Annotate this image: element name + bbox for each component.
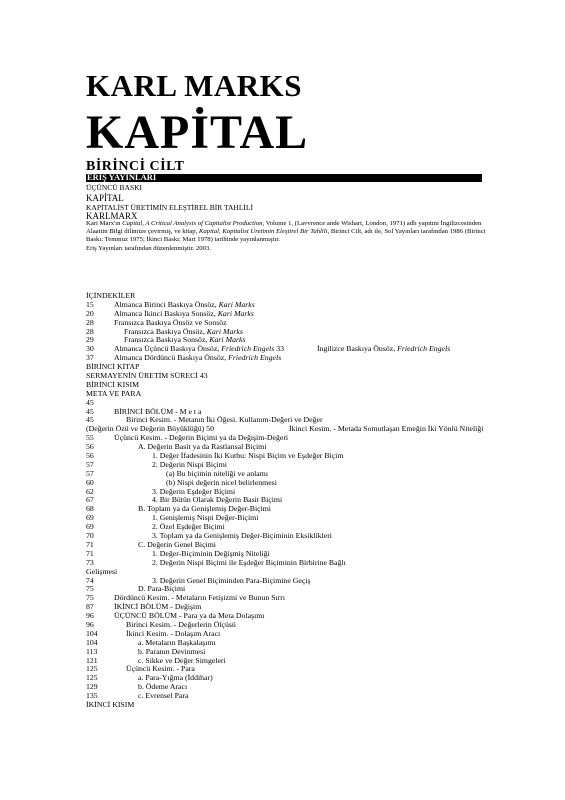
toc-page-number: 125: [86, 664, 98, 674]
toc-entry-title: ÜÇÜNCÜ BÖLÜM - Para ya da Meta Dolaşımı: [114, 611, 265, 621]
toc-entry-title: BİRİNCİ KISIM: [86, 379, 140, 389]
toc-entry-title: (Değerin Özü ve Değerin Büyüklüğü) 50: [86, 424, 214, 434]
toc-page-number: 45: [86, 406, 94, 416]
toc-page-number: 45: [86, 415, 94, 425]
toc-page-number: 73: [86, 557, 94, 567]
toc-entry-title: Almanca İkinci Baskıya Sonsöz,: [114, 308, 218, 318]
toc-entry-title: 3. Değerin Genel Biçiminden Para-Biçimine Geçiş: [152, 575, 311, 585]
toc-entry-second-author: Friedrich Engels: [397, 344, 451, 354]
author-heading: KARL MARKS: [86, 68, 302, 103]
note-original-title: Capital, A Critical Analysis of Capitalist Production,: [122, 220, 265, 227]
toc-entry-title: Üçüncü Kesim. - Değerin Biçimi ya da Değişim-Değeri: [114, 433, 289, 443]
toc-entry-title: 3. Toplam ya da Genişlemiş Değer-Biçiminin Eksiklikleri: [152, 531, 332, 541]
toc-entry-title: c. Evrensel Para: [138, 691, 189, 701]
toc-entry-author: Kari Marks: [206, 326, 243, 336]
toc-entry-title: 2. Özel Eşdeğer Biçimi: [152, 522, 225, 532]
toc-entry-title: İKİNCİ KISIM: [86, 699, 135, 709]
toc-row: [86, 505, 496, 514]
toc-entry-title: Fransızca Baskıya Önsöz ve Sonsöz: [114, 317, 227, 327]
toc-page-number: 56: [86, 442, 94, 452]
toc-page-number: 113: [86, 646, 98, 656]
toc-row: [86, 488, 496, 497]
toc-entry-title: b. Paranın Devinmesi: [138, 646, 206, 656]
toc-entry-title: Fransızca Baskıya Önsöz,: [124, 326, 207, 336]
toc-page-number: 129: [86, 682, 98, 692]
toc-entry-title: a. Para-Yığma (İddihar): [138, 673, 213, 683]
toc-page-number: 28: [86, 326, 94, 336]
toc-page-number: 30: [86, 344, 94, 354]
toc-page-number: 75: [86, 584, 94, 594]
toc-entry-title: 2. Değerin Nispi Biçimi ile Eşdeğer Biçiminin Birbirine Bağlı: [152, 557, 346, 567]
toc-entry-title: B. Toplam ya da Genişlemiş Değer-Biçimi: [138, 504, 271, 514]
toc-entry-title: Üçüncü Kesim. - Para: [126, 664, 195, 674]
toc-row: [86, 381, 496, 390]
toc-row: [86, 470, 496, 479]
toc-page-number: 69: [86, 522, 94, 532]
toc-page-number: 62: [86, 486, 94, 496]
volume-heading: BİRİNCİ CİLT: [86, 159, 185, 174]
toc-page-number: 29: [86, 335, 94, 345]
toc-page-number: 68: [86, 504, 94, 514]
toc-entry-second-title: İkinci Kesim. - Metada Somutlaşan Emeğin İki Yönlü Niteliği: [289, 424, 484, 434]
toc-page-number: 75: [86, 593, 94, 603]
toc-entry-text: [152, 559, 346, 568]
toc-entry-title: c. Sikke ve Değer Simgeleri: [138, 655, 226, 665]
book-title: KAPİTAL: [86, 106, 309, 159]
toc-page-number: 87: [86, 602, 94, 612]
toc-entry-author: Kari Marks: [218, 299, 255, 309]
translation-note: [86, 220, 486, 253]
note-last-line: Eriş Yayınları tarafından düzenlenmiştir. 2003.: [86, 244, 211, 252]
toc-row: [86, 354, 496, 363]
toc-entry-author: Friedrich Engels: [221, 344, 275, 354]
toc-entry-title: BİRİNCİ BÖLÜM - M e t a: [114, 406, 202, 416]
toc-entry-title: İÇİNDEKİLER: [86, 291, 136, 300]
note-text-1: Kari Marx'ın: [86, 220, 123, 227]
toc-row: [86, 372, 496, 381]
toc-entry-title: 1. Değer İfadesinin İki Kutbu: Nispi Biçim ve Eşdeğer Biçim: [152, 451, 344, 461]
toc-row: [86, 514, 496, 523]
note-turkish-title: Kapital, Kapitalist Üretimin Eleştirel Bir Tahlili,: [198, 228, 330, 236]
toc-entry-author: Kari Marks: [217, 308, 254, 318]
toc-entry-title: SERMAYENİN ÜRETİM SÜRECİ 43: [86, 371, 208, 381]
toc-entry-title: Birinci Kesim. - Metanın İki Öğesi. Kullanım-Değeri ve Değer: [126, 415, 323, 425]
toc-page-number: 135: [86, 691, 98, 701]
note-text-3: Birinci Cilt, adı ile, Sol Yayınları tarafından 1986 (Birinci Baskı: Temmuz 1975; İkinci Baskı: Mart 1978) tarihinde yayınlanmıştır.: [86, 228, 486, 244]
note-text-2: Volume 1, (Lavvrence ande Wishart, London, 1971) adlı yapıtını İngilizcesinden Alaattin Bilgi dilimize çevirmiş, ve kitap,: [86, 220, 482, 236]
toc-entry-title: Fransızca Baskıya Sonsöz,: [124, 335, 210, 345]
toc-entry-title: 2. Değerin Nispi Biçimi: [152, 459, 227, 469]
toc-page-number: 71: [86, 539, 94, 549]
toc-page-number: 96: [86, 619, 94, 629]
toc-entry-title: 3. Değerin Eşdeğer Biçimi: [152, 486, 236, 496]
toc-entry-text: [86, 390, 141, 399]
toc-row: [86, 701, 496, 710]
toc-row: [86, 559, 496, 568]
toc-entry-title: Birinci Kesim. - Değerlerin Ölçüsü: [126, 619, 236, 629]
subtitle-kapital: KAPİTAL: [86, 193, 124, 203]
toc-entry-title: META VE PARA: [86, 388, 142, 398]
toc-entry-title: (b) Nispi değerin nicel belirlenmesi: [166, 477, 277, 487]
toc-page-number: 20: [86, 308, 94, 318]
toc-entry-title: 4. Bir Bütün Olarak Değerin Basit Biçimi: [152, 495, 283, 505]
toc-page-number: 71: [86, 548, 94, 558]
publisher-bar: [86, 174, 482, 182]
toc-page-number: 125: [86, 673, 98, 683]
toc-page-number: 104: [86, 628, 98, 638]
toc-entry-title: Dördüncü Kesim. - Metaların Fetişizmi ve Bunun Sırrı: [114, 593, 286, 603]
edition-label: ÜÇÜNCÜ BASKI: [86, 183, 143, 192]
table-of-contents: [86, 292, 496, 710]
toc-entry-title: Almanca Birinci Baskıya Önsöz,: [114, 299, 219, 309]
toc-entry-title: BİRİNCİ KİTAP: [86, 362, 140, 372]
publisher-name: ERİŞ YAYINLARI: [87, 172, 157, 182]
toc-entry-title: b. Ödeme Aracı: [138, 682, 188, 692]
toc-entry-title: a. Metaların Başkalaşımı: [138, 637, 216, 647]
toc-page-number: 37: [86, 353, 94, 363]
toc-entry-text: [86, 701, 134, 710]
toc-page-number: 67: [86, 495, 94, 505]
toc-page-number: 57: [86, 468, 94, 478]
toc-entry-author: Kari Marks: [209, 335, 246, 345]
toc-row: [86, 461, 496, 470]
toc-row: [86, 452, 496, 461]
toc-page-number: 56: [86, 451, 94, 461]
toc-page-number: 96: [86, 611, 94, 621]
toc-page-number: 15: [86, 299, 94, 309]
toc-entry-title: C. Değerin Genel Biçimi: [138, 539, 216, 549]
author-latin: KARLMARX: [86, 211, 138, 221]
toc-entry-title: (a) Bu biçimin niteliği ve anlamı: [166, 468, 268, 478]
toc-page-number: 28: [86, 317, 94, 327]
toc-page-number: 69: [86, 513, 94, 523]
toc-page-number: 55: [86, 433, 94, 443]
toc-entry-title: Almanca Üçüncü Baskıya Önsöz,: [114, 344, 222, 354]
toc-entry-title: İkinci Kesim. - Dolaşım Aracı: [126, 628, 221, 638]
toc-entry-title: Almanca Dördüncü Baskıya Önsöz,: [114, 353, 229, 363]
toc-entry-second-title: İngilizce Baskıya Önsöz,: [317, 344, 398, 354]
toc-page-number: 45: [86, 397, 94, 407]
toc-entry-title: A. Değerin Basit ya da Rastlansal Biçimi: [138, 442, 267, 452]
toc-page-number: 57: [86, 459, 94, 469]
toc-page-number: 104: [86, 637, 98, 647]
toc-page-number: 74: [86, 575, 94, 585]
toc-entry-title: Gelişmesi: [86, 566, 118, 576]
toc-row: [86, 692, 496, 701]
toc-entry-extra-page: 33: [274, 344, 284, 354]
toc-entry-text: [138, 692, 188, 701]
toc-entry-second: [317, 345, 450, 354]
toc-row: [86, 479, 496, 488]
toc-page-number: 70: [86, 531, 94, 541]
toc-entry-title: İKİNCİ BÖLÜM - Değişim: [114, 602, 202, 612]
toc-entry-second: [289, 425, 483, 434]
toc-row: [86, 541, 496, 550]
toc-entry-author: Friedrich Engels: [228, 353, 282, 363]
toc-page-number: 121: [86, 655, 98, 665]
toc-entry-title: 1. Genişlemiş Nispi Değer-Biçimi: [152, 513, 259, 523]
toc-row: [86, 390, 496, 399]
toc-entry-title: D. Para-Biçimi: [138, 584, 186, 594]
toc-entry-title: 1. Değer-Biçiminin Değişmiş Niteliği: [152, 548, 270, 558]
subtitle-critical-analysis: KAPİTALİST ÜRETİMİN ELEŞTİREL BİR TAHLİLİ: [86, 203, 253, 212]
toc-page-number: 60: [86, 477, 94, 487]
